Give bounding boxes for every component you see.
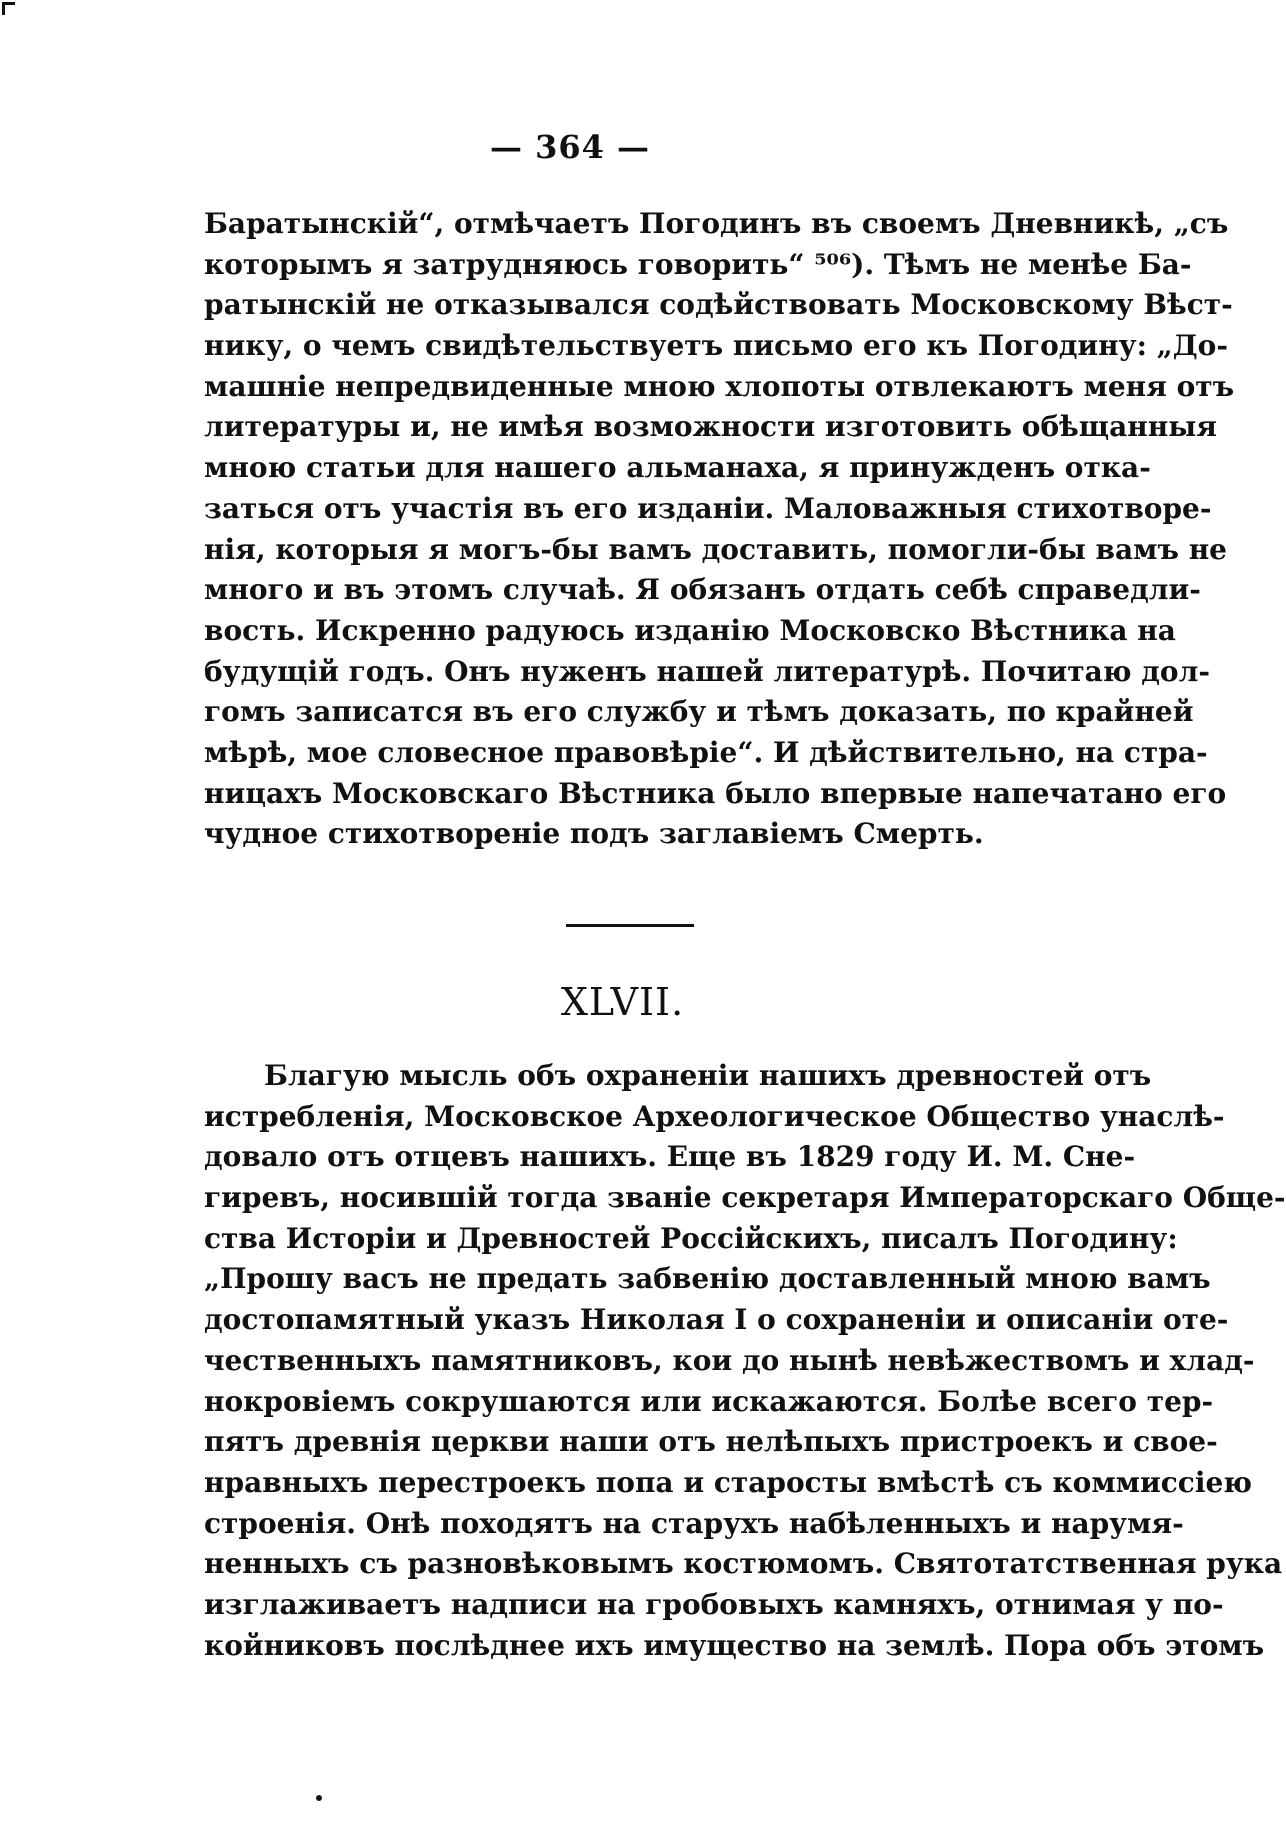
text-line: довало отъ отцевъ нашихъ. Еще въ 1829 году И. М. Сне- [204,1140,1136,1174]
text-line: нравныхъ перестроекъ попа и старосты вмѣстѣ съ коммиссіею [204,1465,1252,1499]
text-line: достопамятный указъ Николая I о сохраненіи и описаніи оте- [204,1303,1229,1337]
text-line: нія, которыя я могъ-бы вамъ доставить, помогли-бы вамъ не [204,532,1227,566]
text-line: истребленія, Московское Археологическое Общество унаслѣ- [204,1099,1225,1133]
text-line: чудное стихотвореніе подъ заглавіемъ Смерть. [204,817,984,851]
text-line: ратынскій не отказывался содѣйствовать Московскому Вѣст- [204,288,1233,322]
scan-corner-mark [2,2,15,15]
text-line: Благую мысль объ охраненіи нашихъ древностей отъ [264,1059,1152,1092]
text-line: ненныхъ съ разновѣковымъ костюмомъ. Святотатственная рука [204,1547,1283,1581]
text-line: машніе непредвиденные мною хлопоты отвлекаютъ меня отъ [204,369,1235,403]
text-line: будущій годъ. Онъ нуженъ нашей литературѣ. Почитаю дол- [204,654,1210,688]
text-line: гомъ записатся въ его службу и тѣмъ доказать, по крайней [204,695,1194,729]
text-line: заться отъ участія въ его изданіи. Маловажныя стихотворе- [204,491,1212,525]
text-line: „Прошу васъ не предать забвенію доставленный мною вамъ [204,1262,1211,1296]
text-line: ницахъ Московскаго Вѣстника было впервые напечатано его [204,776,1227,810]
text-line: мною статьи для нашего альманаха, я принужденъ отка- [204,451,1151,485]
text-line: строенія. Онѣ походятъ на старухъ набѣленныхъ и нарумя- [204,1506,1184,1540]
text-line: нокровіемъ сокрушаются или искажаются. Болѣе всего тер- [204,1384,1214,1418]
paragraph-continued [204,204,1235,855]
text-line: литературы и, не имѣя возможности изготовить обѣщанныя [204,410,1217,444]
ink-speck [316,1795,322,1801]
text-line: нику, о чемъ свидѣтельствуетъ письмо его къ Погодину: „До- [204,329,1228,363]
paragraph-section [204,1056,1286,1666]
text-line: ства Исторіи и Древностей Россійскихъ, писалъ Погодину: [204,1221,1178,1255]
section-divider [566,924,694,927]
text-line: много и въ этомъ случаѣ. Я обязанъ отдать себѣ справедли- [204,573,1201,607]
text-line: гиревъ, носившій тогда званіе секретаря Императорскаго Обще- [204,1181,1286,1215]
text-line: изглаживаетъ надписи на гробовыхъ камняхъ, отнимая у по- [204,1587,1224,1621]
page-number: — 364 — [489,128,651,166]
text-line: вость. Искренно радуюсь изданію Московско Вѣстника на [204,613,1176,647]
text-line: Баратынскій“, отмѣчаетъ Погодинъ въ своемъ Дневникѣ, „съ [204,207,1229,240]
section-heading: XLVII. [560,980,685,1024]
text-line: чественныхъ памятниковъ, кои до нынѣ невѣжествомъ и хлад- [204,1343,1255,1377]
text-line: пятъ древнія церкви наши отъ нелѣпыхъ пристроекъ и свое- [204,1425,1218,1459]
text-line: койниковъ послѣднее ихъ имущество на землѣ. Пора объ этомъ [204,1628,1265,1662]
text-line: мѣрѣ, мое словесное правовѣріе“. И дѣйствительно, на стра- [204,735,1208,769]
text-line: которымъ я затрудняюсь говорить“ ⁵⁰⁶). Тѣмъ не менѣе Ба- [204,247,1192,281]
